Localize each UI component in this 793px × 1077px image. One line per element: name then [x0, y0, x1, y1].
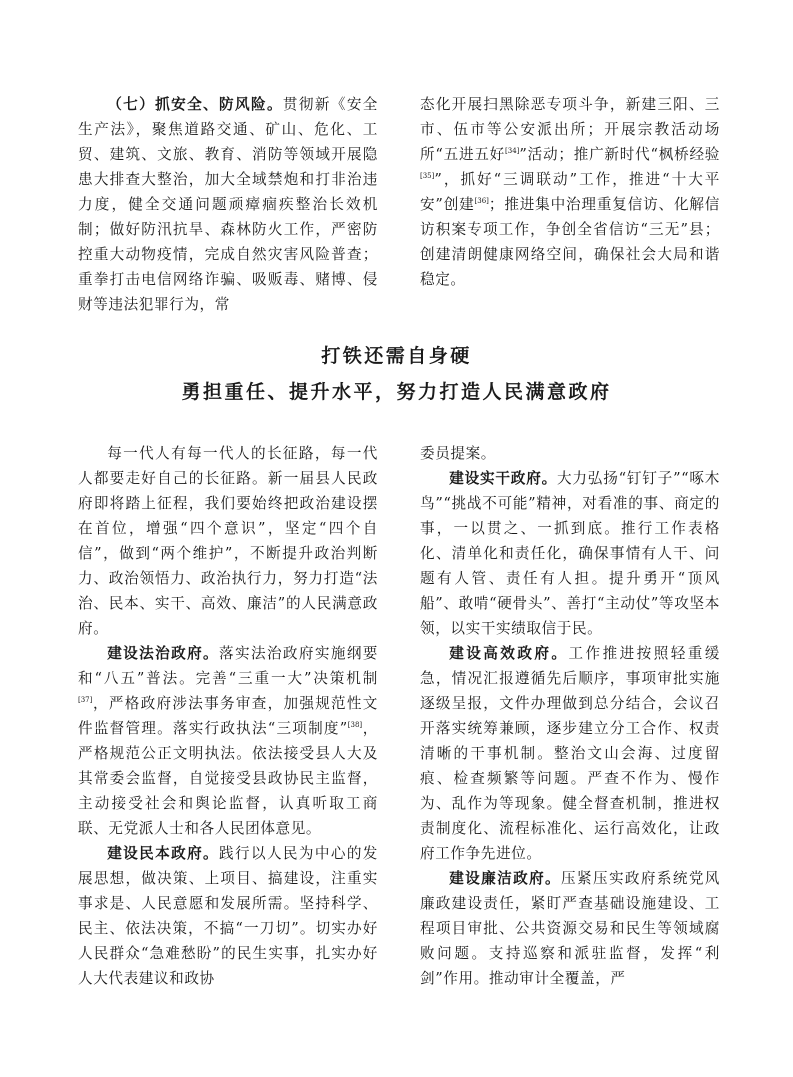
paragraph-law: [78, 641, 378, 841]
lead-law: 建设法治政府。: [107, 645, 220, 662]
lead-work: 建设实干政府。: [449, 470, 557, 487]
paragraph-safety: [78, 92, 378, 317]
bottom-right-column: [420, 441, 720, 991]
paragraph-work: [420, 466, 720, 641]
text-fragment: ”，抓好“三调联动”工作，推进“十大平安”创建: [420, 171, 720, 213]
text-people: 践行以人民为中心的发展思想，做决策、上项目、搞建设，注重实事求是、人民意愿和发展所需。坚持科学、民主、依法决策，不搞“一刀切”。切实办好人民群众“急难愁盼”的民生实事，扎实办好人大代表建议和政协: [78, 845, 378, 987]
paragraph-people: [78, 841, 378, 991]
lead-clean: 建设廉洁政府。: [449, 870, 562, 887]
text-clean: 压紧压实政府系统党风廉政建设责任，紧盯严查基础设施建设、工程项目审批、公共资源交易和民生等领域腐败问题。支持巡察和派驻监督，发挥“利剑”作用。推动审计全覆盖，严: [420, 870, 720, 987]
lead-efficiency: 建设高效政府。: [449, 645, 569, 662]
section-heading-line2: 勇担重任、提升水平，努力打造人民满意政府: [181, 381, 612, 403]
text-fragment: 落实法治政府实施纲要和“八五”普法。完善“三重一大”决策机制: [78, 645, 378, 687]
lead-people: 建设民本政府。: [107, 845, 220, 862]
lead-safety: （七）抓安全、防风险。: [107, 96, 283, 113]
paragraph-clean: [420, 866, 720, 991]
section-heading-line1: 打铁还需自身硬: [321, 345, 472, 367]
top-right-column: [420, 92, 720, 292]
text-safety: 贯彻新《安全生产法》，聚焦道路交通、矿山、危化、工贸、建筑、文旅、教育、消防等领域开展隐患大排查大整治，加大全域禁炮和打非治违力度，健全交通问题顽瘴痼疾整治长效机制；做好防汛抗旱、森林防火工作，严密防控重大动物疫情，完成自然灾害风险普查；重拳打击电信网络诈骗、吸贩毒、赌博、侵财等违法犯罪行为，常: [78, 96, 378, 313]
paragraph-intro: 每一代人有每一代人的长征路，每一代人都要走好自己的长征路。新一届县人民政府即将踏上征程，我们要始终把政治建设摆在首位，增强“四个意识”，坚定“四个自信”，做到“两个维护”，不断提升政治判断力、政治领悟力、政治执行力，努力打造“法治、民本、实干、高效、廉洁”的人民满意政府。: [78, 445, 378, 637]
text-fragment: 态化开展扫黑除恶专项斗争，新建三阳、三市、伍市等公安派出所；开展宗教活动场所“五进五好: [420, 96, 720, 163]
paragraph-people-continued: 委员提案。: [420, 445, 496, 462]
paragraph-efficiency: [420, 641, 720, 866]
text-fragment: ，严格政府涉法事务审查，加强规范性文件监督管理。落实行政执法“三项制度”: [78, 695, 378, 737]
text-efficiency: 工作推进按照轻重缓急，情况汇报遵循先后顺序，事项审批实施逐级呈报，文件办理做到总分结合，会议召开落实统筹兼顾，逐步建立分工合作、权责清晰的干事机制。整治文山会海、过度留痕、检查频繁等问题。严查不作为、慢作为、乱作为等现象。健全督查机制，推进权责制度化、流程标准化、运行高效化，让政府工作争先进位。: [420, 645, 721, 862]
top-left-column: [78, 92, 378, 317]
text-fragment: ”活动；推广新时代“枫桥经验: [519, 146, 721, 163]
text-work: 大力弘扬“钉钉子”“啄木鸟”“挑战不可能”精神，对看准的事、商定的事，一以贯之、一抓到底。推行工作表格化、清单化和责任化，确保事情有人干、问题有人管、责任有人担。提升勇开“顶风船”、敢啃“硬骨头”、善打“主动仗”等攻坚本领，以实干实绩取信于民。: [420, 470, 720, 637]
footnote-ref-34: [34]: [505, 147, 520, 156]
bottom-left-column: [78, 441, 378, 991]
text-fragment: ，严格规范公正文明执法。依法接受县人大及其常委会监督，自觉接受县政协民主监督，主动接受社会和舆论监督，认真听取工商联、无党派人士和各人民团体意见。: [78, 720, 378, 837]
footnote-ref-38: [38]: [347, 721, 363, 730]
paragraph-safety-continued: [420, 92, 720, 292]
footnote-ref-37: [37]: [78, 696, 93, 705]
text-fragment: ；推进集中治理重复信访、化解信访积案专项工作，争创全省信访“三无”县；创建清朗健康网络空间，确保社会大局和谐稳定。: [420, 196, 720, 288]
footnote-ref-36: [36]: [474, 197, 489, 206]
footnote-ref-35: [35]: [420, 172, 435, 181]
